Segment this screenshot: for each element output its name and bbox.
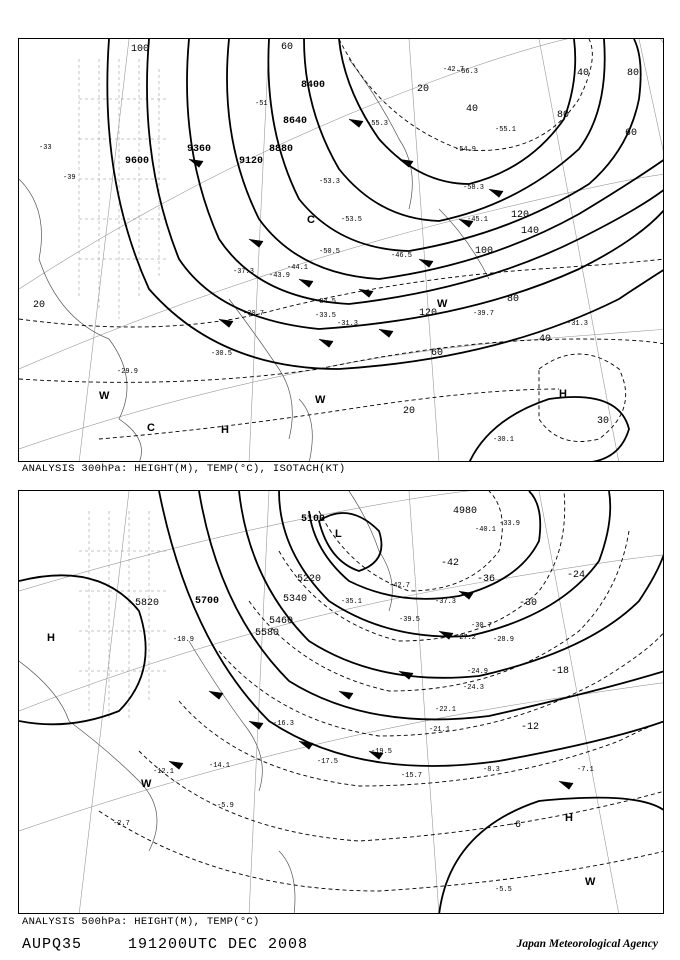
temperature-label: -51 bbox=[255, 100, 268, 108]
temperature-label: -37.3 bbox=[233, 268, 255, 276]
temperature-label: -12.1 bbox=[153, 768, 175, 776]
height-label: 5460 bbox=[269, 616, 294, 627]
low-center-label: L bbox=[335, 528, 342, 540]
temperature-label: -43.9 bbox=[269, 272, 291, 280]
temperature-label: -53.5 bbox=[341, 216, 363, 224]
temperature-label: -28.9 bbox=[493, 636, 515, 644]
isotach-label: 40 bbox=[577, 68, 590, 79]
height-label: 8640 bbox=[283, 116, 308, 127]
temperature-label: -39 bbox=[63, 174, 76, 182]
height-label: 9360 bbox=[187, 144, 212, 155]
warm-center-label: W bbox=[585, 876, 596, 888]
map-500hpa-svg bbox=[19, 491, 664, 914]
temperature-label: -53.3 bbox=[319, 178, 341, 186]
panel-caption-300hpa: ANALYSIS 300hPa: HEIGHT(M), TEMP(°C), ISOTACH(KT) bbox=[22, 463, 346, 475]
isotach-label: 20 bbox=[417, 84, 430, 95]
height-label: 4980 bbox=[453, 506, 478, 517]
height-label: 5580 bbox=[255, 628, 280, 639]
temperature-label: -22.1 bbox=[435, 706, 457, 714]
temperature-label: -44.1 bbox=[287, 264, 309, 272]
temperature-label: -5.9 bbox=[217, 802, 234, 810]
terrain-hatch bbox=[79, 511, 169, 721]
temperature-label: -39.5 bbox=[399, 616, 421, 624]
graticule bbox=[19, 491, 664, 914]
isotach-label: 20 bbox=[403, 406, 416, 417]
map-panel-500hpa bbox=[18, 490, 664, 914]
temperature-label: -30.5 bbox=[211, 350, 233, 358]
isotach-label: 80 bbox=[627, 68, 640, 79]
temperature-label: -24.9 bbox=[467, 668, 489, 676]
temperature-label: -42.7 bbox=[443, 66, 465, 74]
height-contours bbox=[107, 39, 664, 462]
isotach-label: 40 bbox=[466, 104, 479, 115]
agency-name: Japan Meteorological Agency bbox=[516, 938, 658, 950]
temperature-label: -33 bbox=[39, 144, 52, 152]
valid-time: 191200UTC DEC 2008 bbox=[128, 936, 309, 953]
temperature-label: -55.1 bbox=[495, 126, 517, 134]
temperature-label: -45.1 bbox=[467, 216, 489, 224]
high-center-label: H bbox=[559, 388, 567, 400]
isotherm-label: -24 bbox=[567, 570, 586, 581]
height-label: 9120 bbox=[239, 156, 264, 167]
isotherm-label: -30 bbox=[519, 598, 538, 609]
isotach-label: 30 bbox=[597, 416, 610, 427]
high-center-label: H bbox=[221, 424, 229, 436]
isotach-label: 20 bbox=[33, 300, 46, 311]
cold-center-label: C bbox=[307, 214, 315, 226]
temperature-label: -30.7 bbox=[471, 622, 493, 630]
isotach-label: 60 bbox=[625, 128, 638, 139]
temperature-label: -21.1 bbox=[429, 726, 451, 734]
height-label: 5100 bbox=[301, 514, 326, 525]
temperature-label: -54.9 bbox=[455, 146, 477, 154]
isotherm-label: -12 bbox=[521, 722, 540, 733]
temperature-label: -40.1 bbox=[475, 526, 497, 534]
height-label: 5220 bbox=[297, 574, 322, 585]
height-label: 5340 bbox=[283, 594, 308, 605]
coastlines bbox=[19, 491, 392, 914]
temperature-label: -35.1 bbox=[341, 598, 363, 606]
temperature-label: -34.5 bbox=[315, 298, 337, 306]
temperature-label: -39.7 bbox=[473, 310, 495, 318]
height-label: 5820 bbox=[135, 598, 160, 609]
temperature-label: -31.3 bbox=[337, 320, 359, 328]
temperature-label: -55.3 bbox=[367, 120, 389, 128]
temperature-label: -58.3 bbox=[463, 184, 485, 192]
height-label: 9600 bbox=[125, 156, 150, 167]
temperature-label: -7.1 bbox=[577, 766, 594, 774]
isotach-label: 40 bbox=[539, 334, 552, 345]
temperature-label: -10.9 bbox=[173, 636, 195, 644]
isotach-label: 80 bbox=[507, 294, 520, 305]
coastlines bbox=[19, 59, 489, 462]
high-center-label: H bbox=[565, 812, 573, 824]
high-center-label: H bbox=[47, 632, 55, 644]
temperature-label: -33.5 bbox=[315, 312, 337, 320]
isotach-label: 120 bbox=[511, 210, 530, 221]
isotherm-label: -18 bbox=[551, 666, 570, 677]
temperature-label: -27.2 bbox=[455, 634, 477, 642]
temperature-label: -37.3 bbox=[435, 598, 457, 606]
temperature-label: -30.7 bbox=[243, 310, 265, 318]
isotach-label: 100 bbox=[131, 44, 150, 55]
height-label: 5700 bbox=[195, 596, 220, 607]
temperature-label: -56.3 bbox=[457, 68, 479, 76]
panel-caption-500hpa: ANALYSIS 500hPa: HEIGHT(M), TEMP(°C) bbox=[22, 916, 260, 928]
temperature-label: -14.1 bbox=[209, 762, 231, 770]
isotherm-label: -42 bbox=[441, 558, 460, 569]
isotach-label: 60 bbox=[281, 42, 294, 53]
temperature-label: -33.9 bbox=[499, 520, 521, 528]
height-contours bbox=[19, 491, 664, 914]
temperature-label: -2.7 bbox=[113, 820, 130, 828]
isotach-label: 120 bbox=[419, 308, 438, 319]
temperature-label: -46.5 bbox=[391, 252, 413, 260]
map-panel-300hpa bbox=[18, 38, 664, 462]
isotach-label: 140 bbox=[521, 226, 540, 237]
temperature-label: -50.5 bbox=[319, 248, 341, 256]
temperature-label: -30.1 bbox=[493, 436, 515, 444]
temperature-label: -31.3 bbox=[567, 320, 589, 328]
temperature-label: -19.5 bbox=[371, 748, 393, 756]
product-code: AUPQ35 bbox=[22, 936, 83, 953]
temperature-label: -15.7 bbox=[401, 772, 423, 780]
height-label: 8400 bbox=[301, 80, 326, 91]
graticule bbox=[19, 39, 664, 462]
temperature-label: -29.9 bbox=[117, 368, 139, 376]
isotach-label: 100 bbox=[475, 246, 494, 257]
temperature-label: -5.5 bbox=[495, 886, 512, 894]
isotach-lines bbox=[19, 39, 664, 442]
isotherm-label: -6 bbox=[509, 820, 522, 831]
cold-center-label: C bbox=[147, 422, 155, 434]
isotach-label: 80 bbox=[557, 110, 570, 121]
height-label: 8880 bbox=[269, 144, 294, 155]
isotherm-label: -36 bbox=[477, 574, 496, 585]
warm-center-label: W bbox=[99, 390, 110, 402]
terrain-hatch bbox=[79, 59, 169, 319]
isotach-label: 60 bbox=[431, 348, 444, 359]
warm-center-label: W bbox=[315, 394, 326, 406]
temperature-label: -17.5 bbox=[317, 758, 339, 766]
temperature-label: -42.7 bbox=[389, 582, 411, 590]
temperature-label: -8.3 bbox=[483, 766, 500, 774]
temperature-label: -16.3 bbox=[273, 720, 295, 728]
map-300hpa-svg bbox=[19, 39, 664, 462]
warm-center-label: W bbox=[141, 778, 152, 790]
warm-center-label: W bbox=[437, 298, 448, 310]
temperature-label: -24.3 bbox=[463, 684, 485, 692]
